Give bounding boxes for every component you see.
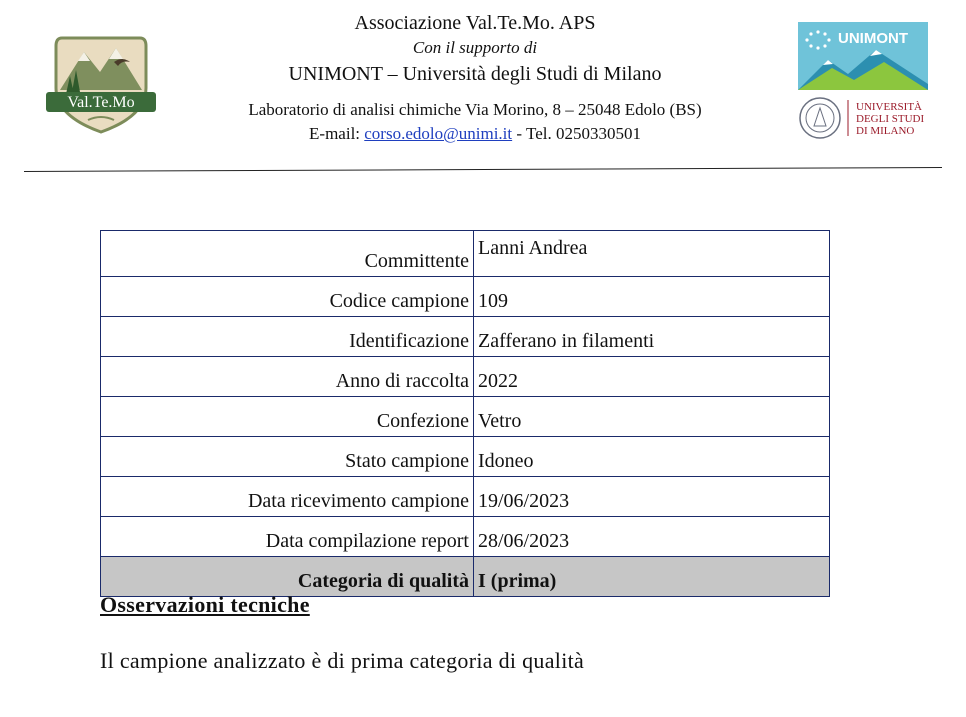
unimi-line-1: UNIVERSITÀ (856, 101, 922, 113)
unimi-line-3: DI MILANO (856, 125, 915, 137)
table-row (101, 477, 830, 517)
table-row (101, 277, 830, 317)
email-link[interactable]: corso.edolo@unimi.it (364, 124, 513, 143)
row-value: I (prima) (474, 557, 830, 597)
row-value: Zafferano in filamenti (474, 317, 830, 357)
row-value: Vetro (474, 397, 830, 437)
association-name: Associazione Val.Te.Mo. APS (354, 12, 596, 34)
row-value: Lanni Andrea (474, 231, 830, 277)
valtemo-logo-text: Val.Te.Mo (67, 94, 135, 111)
row-label: Data ricevimento campione (101, 477, 474, 517)
report-table (100, 230, 830, 597)
row-value: 2022 (474, 357, 830, 397)
row-value: 19/06/2023 (474, 477, 830, 517)
unimont-logo (798, 22, 928, 90)
unimi-logo (798, 96, 938, 146)
laboratory-address: Laboratorio di analisi chimiche Via Morino, 8 – 25048 Edolo (BS) (248, 100, 702, 119)
table-row (101, 517, 830, 557)
table-row (101, 437, 830, 477)
valtemo-logo (44, 30, 158, 134)
table-row (101, 317, 830, 357)
table-row (101, 357, 830, 397)
observations-text: Il campione analizzato è di prima categoria di qualità (100, 648, 585, 673)
unimi-line-2: DEGLI STUDI (856, 113, 925, 125)
quality-category-row (101, 557, 830, 597)
support-line: Con il supporto di (412, 38, 538, 57)
letterhead (170, 10, 780, 146)
row-value: 28/06/2023 (474, 517, 830, 557)
row-label: Categoria di qualità (101, 557, 474, 597)
row-label: Identificazione (101, 317, 474, 357)
row-label: Data compilazione report (101, 517, 474, 557)
row-label: Confezione (101, 397, 474, 437)
table-row (101, 397, 830, 437)
header-divider (24, 167, 942, 172)
row-label: Anno di raccolta (101, 357, 474, 397)
row-label: Stato campione (101, 437, 474, 477)
phone-text: - Tel. 0250330501 (512, 124, 641, 143)
observations-title: Osservazioni tecniche (100, 592, 310, 617)
row-value: Idoneo (474, 437, 830, 477)
university-name: UNIMONT – Università degli Studi di Milano (288, 63, 662, 85)
email-prefix: E-mail: (309, 124, 365, 143)
table-row (101, 231, 830, 277)
row-value: 109 (474, 277, 830, 317)
unimont-logo-text: UNIMONT (838, 30, 908, 47)
contact-line (170, 122, 780, 146)
row-label: Codice campione (101, 277, 474, 317)
row-label: Committente (101, 231, 474, 277)
